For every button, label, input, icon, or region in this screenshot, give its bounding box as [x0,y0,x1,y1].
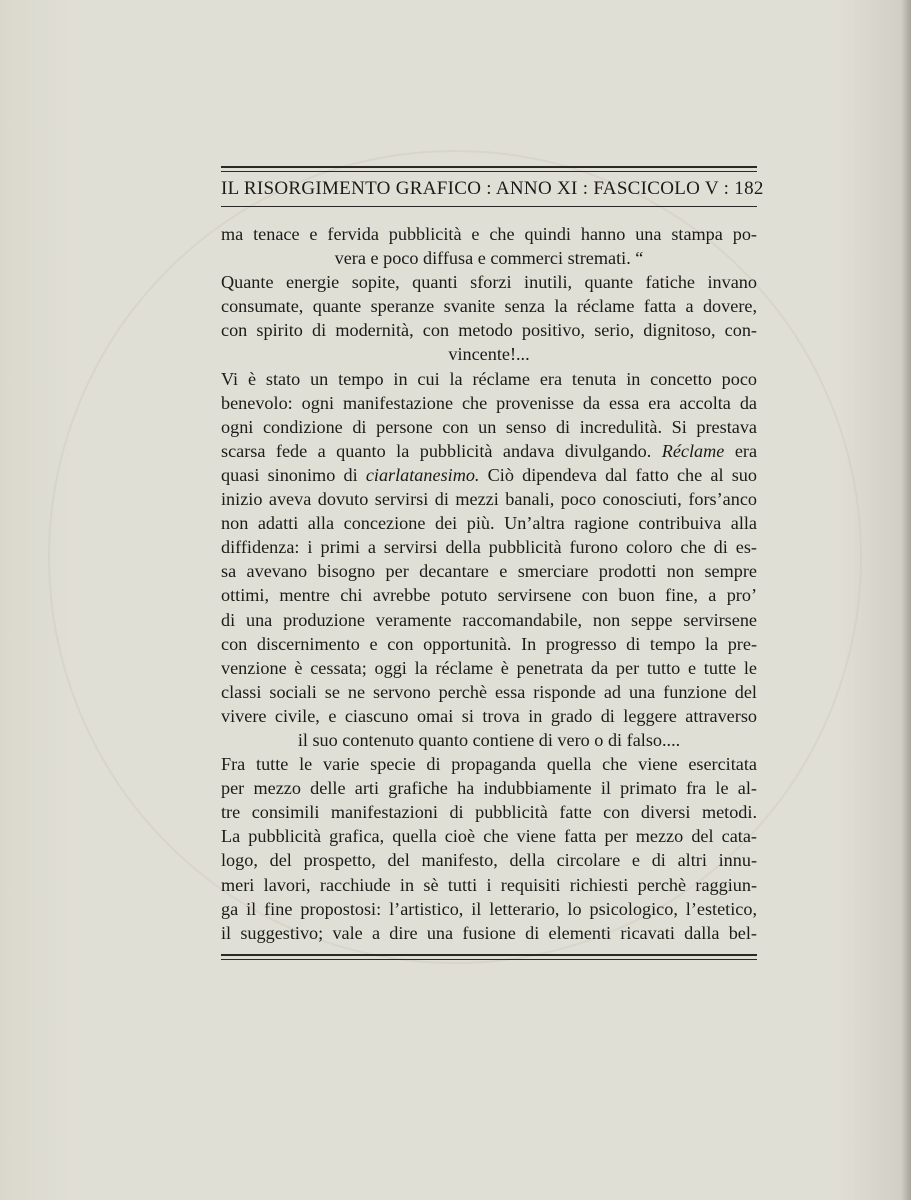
text-line: Quante energie sopite, quanti sforzi inutili, quante fatiche invano [221,272,757,293]
text-line: per mezzo delle arti grafiche ha indubbiamente il primato fra le al- [221,778,757,799]
text-line [221,439,757,463]
running-head-text: IL RISORGIMENTO GRAFICO : ANNO XI : FASCICOLO V : 182 [221,178,764,199]
italic-word: Réclame [661,440,725,461]
top-double-rule [221,166,757,172]
text-line: diffidenza: i primi a servirsi della pubblicità furono coloro che di es- [221,537,757,558]
text-line: logo, del prospetto, del manifesto, della circolare e di altri innu- [221,850,757,871]
text-line: benevolo: ogni manifestazione che provenisse da essa era accolta da [221,392,757,413]
header-rule [221,206,757,207]
page-edge-shadow [901,0,911,1200]
text-segment: Ciò dipendeva dal fatto che al suo [487,464,757,485]
text-line: Fra tutte le varie specie di propaganda quella che viene esercitata [221,754,757,775]
text-line: consumate, quante speranze svanite senza la réclame fatta a dovere, [221,296,757,317]
text-line: di una produzione veramente raccomandabile, non seppe servirsene [221,609,757,630]
text-line: sa avevano bisogno per decantare e smerciare prodotti non sempre [221,561,757,582]
text-line: inizio aveva dovuto servirsi di mezzi banali, poco conosciuti, fors’anco [221,489,757,510]
text-line: il suo contenuto quanto contiene di vero o di falso.... [297,729,681,750]
italic-word: ciarlatanesimo. [365,464,480,485]
text-segment: quasi sinonimo di [221,464,358,485]
body-text [221,222,757,945]
running-head [221,178,764,200]
bottom-double-rule [221,954,757,960]
text-line: vera e poco diffusa e commerci stremati. “ [334,248,644,269]
text-line [221,463,757,487]
text-line: meri lavori, racchiude in sè tutti i requisiti richiesti perchè raggiun- [221,874,757,895]
text-line: Vi è stato un tempo in cui la réclame era tenuta in concetto poco [221,368,757,389]
text-line: ogni condizione di persone con un senso di incredulità. Si prestava [221,416,757,437]
text-line: vivere civile, e ciascuno omai si trova in grado di leggere attraverso [221,705,757,726]
text-line: La pubblicità grafica, quella cioè che viene fatta per mezzo del cata- [221,826,757,847]
text-line: il suggestivo; vale a dire una fusione di elementi ricavati dalla bel- [221,922,757,943]
text-line: tre consimili manifestazioni di pubblicità fatte con diversi metodi. [221,802,757,823]
text-line: con spirito di modernità, con metodo positivo, serio, dignitoso, con- [221,320,757,341]
text-line: classi sociali se ne servono perchè essa risponde ad una funzione del [221,681,757,702]
text-line: ottimi, mentre chi avrebbe potuto servirsene con buon fine, a pro’ [221,585,757,606]
text-line: vincente!... [448,344,530,365]
text-line: con discernimento e con opportunità. In progresso di tempo la pre- [221,633,757,654]
text-line: non adatti alla concezione dei più. Un’altra ragione contribuiva alla [221,513,757,534]
text-segment: era [734,440,758,461]
text-line: ma tenace e fervida pubblicità e che quindi hanno una stampa po- [221,224,757,244]
text-line: venzione è cessata; oggi la réclame è penetrata da per tutto e tutte le [221,657,757,678]
text-segment: scarsa fede a quanto la pubblicità andava divulgando. [221,440,652,461]
text-line: ga il fine propostosi: l’artistico, il letterario, lo psicologico, l’estetico, [221,898,757,919]
